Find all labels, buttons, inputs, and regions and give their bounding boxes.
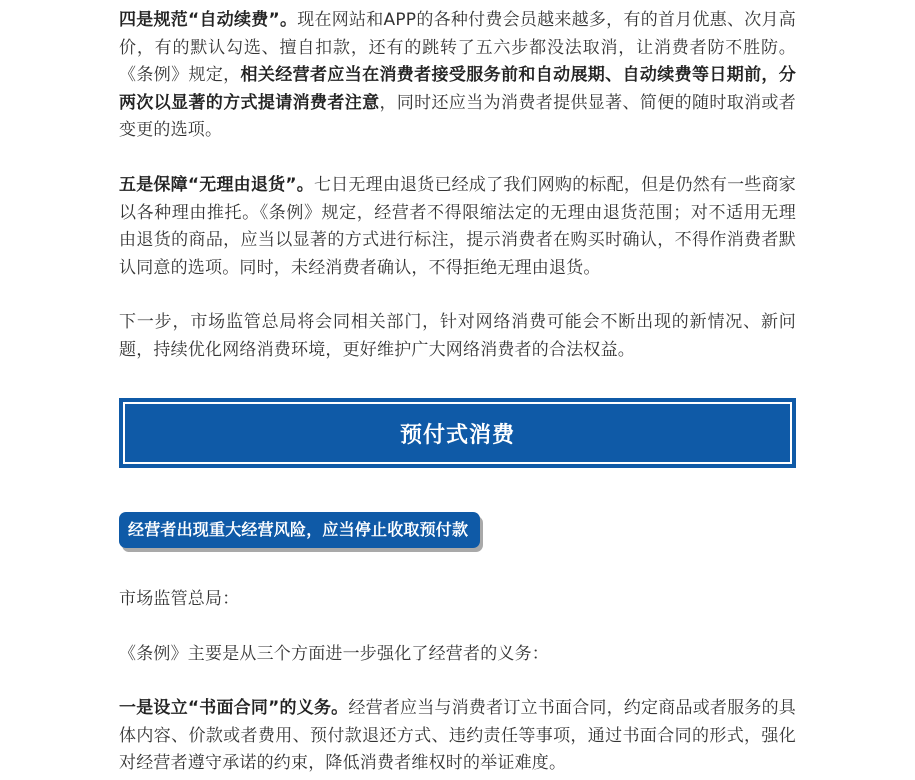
paragraph-text: 经营者应当与消费者订立书面合同，约定商品或者服务的具体内容、价款或者费用、预付款退还方式、违约责任等事项，通过书面合同的形式，强化对经营者遵守承诺的约束，降低消费者维权时的举证难度。 [119, 698, 796, 773]
paragraph-text: 《条例》主要是从三个方面进一步强化了经营者的义务： [119, 644, 549, 664]
paragraph-lead: 一是设立“书面合同”的义务。 [119, 698, 349, 718]
paragraph-intro [119, 641, 796, 669]
paragraph-text: ，同时还应当为消费者提供显著、简便的随时取消或者变更的选项。 [119, 92, 796, 140]
paragraph-text: 七日无理由退货已经成了我们网购的标配，但是仍然有一些商家以各种理由推托。《条例》规定，经营者不得限缩法定的无理由退货范围；对不适用无理由退货的商品，应当以显著的方式进行标注，提示消费者在购买时确认，不得作消费者默认同意的选项。同时，未经消费者确认，不得拒绝无理由退货。 [119, 175, 796, 278]
paragraph-no-reason-return [119, 172, 796, 282]
paragraph-auto-renewal [119, 7, 796, 145]
paragraph-lead: 四是规范“自动续费”。 [119, 10, 298, 30]
paragraph-emphasis: 相关经营者应当在消费者接受服务前和自动展期、自动续费等日期前，分两次以显著的方式提请消费者注意 [119, 65, 796, 113]
section-banner [119, 398, 796, 468]
paragraph-next-step [119, 309, 796, 364]
paragraph-text: 下一步，市场监管总局将会同相关部门，针对网络消费可能会不断出现的新情况、新问题，持续优化网络消费环境，更好维护广大网络消费者的合法权益。 [119, 312, 796, 360]
paragraph-text: 市场监管总局： [119, 589, 240, 609]
paragraph-written-contract [119, 695, 796, 778]
section-banner-title: 预付式消费 [123, 402, 792, 464]
paragraph-lead: 五是保障“无理由退货”。 [119, 175, 314, 195]
paragraph-source [119, 586, 796, 614]
sub-heading-pill: 经营者出现重大经营风险，应当停止收取预付款 [119, 512, 480, 548]
paragraph-text: 现在网站和APP的各种付费会员越来越多，有的首月优惠、次月高价，有的默认勾选、擅自扣款，还有的跳转了五六步都没法取消，让消费者防不胜防。《条例》规定， [119, 10, 796, 85]
